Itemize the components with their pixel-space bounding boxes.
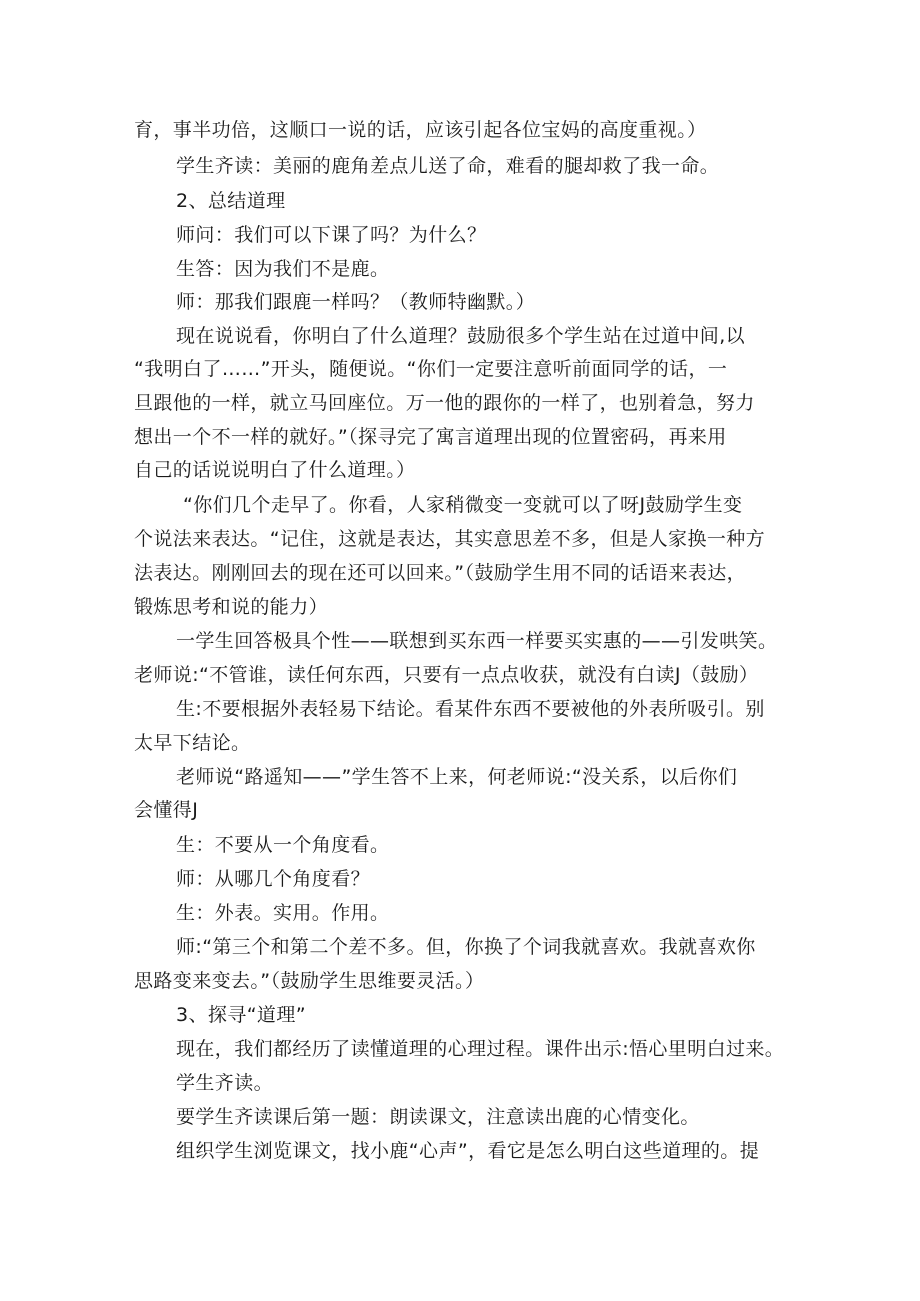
- text-line: 生答：因为我们不是鹿。: [176, 258, 390, 280]
- text-line: 学生齐读。: [176, 1072, 274, 1094]
- text-line: 锻炼思考和说的能力）: [134, 596, 329, 618]
- text-line: 要学生齐读课后第一题：朗读课文，注意读出鹿的心情变化。: [176, 1106, 700, 1128]
- text-line: “你们几个走早了。你看，人家稍微变一变就可以了呀J鼓励学生变: [183, 494, 743, 516]
- text-line: 想出一个不一样的就好。”（探寻完了寓言道理出现的位置密码，再来用: [134, 426, 727, 448]
- section-heading: 3、探寻“道理”: [176, 1004, 306, 1026]
- text-line: “我明白了……”开头，随便说。“你们一定要注意听前面同学的话，一: [134, 358, 728, 380]
- text-line: 现在说说看，你明白了什么道理？鼓励很多个学生站在过道中间,以: [176, 325, 746, 347]
- text-line: 老师说:“不管谁，读任何东西，只要有一点点收获，就没有白读J（鼓励）: [134, 664, 759, 686]
- text-line: 老师说“路遥知——”学生答不上来，何老师说:“没关系，以后你们: [176, 766, 738, 788]
- text-line: 旦跟他的一样，就立马回座位。万一他的跟你的一样了，也别着急，努力: [134, 392, 755, 414]
- text-line: 师：从哪几个角度看？: [176, 868, 371, 890]
- text-line: 学生齐读：美丽的鹿角差点儿送了命，难看的腿却救了我一命。: [176, 155, 720, 177]
- text-line: 法表达。刚刚回去的现在还可以回来。”（鼓励学生用不同的话语来表达，: [134, 562, 747, 584]
- text-line: 思路变来变去。”（鼓励学生思维要灵活。）: [134, 970, 485, 992]
- text-line: 个说法来表达。“记住，这就是表达，其实意思差不多，但是人家换一种方: [134, 528, 766, 550]
- text-line: 生：不要从一个角度看。: [176, 834, 390, 856]
- text-line: 生：外表。实用。作用。: [176, 902, 390, 924]
- text-line: 一学生回答极具个性——联想到买东西一样要买实惠的——引发哄笑。: [176, 630, 778, 652]
- text-line: 生:不要根据外表轻易下结论。看某件东西不要被他的外表所吸引。别: [176, 698, 765, 720]
- text-line: 育，事半功倍，这顺口一说的话，应该引起各位宝妈的高度重视。）: [134, 119, 707, 141]
- text-line: 师：那我们跟鹿一样吗？（教师特幽默。）: [176, 291, 536, 313]
- text-line: 自己的话说说明白了什么道理。）: [134, 459, 416, 481]
- section-heading: 2、总结道理: [176, 190, 286, 212]
- text-line: 师:“第三个和第二个差不多。但，你换了个词我就喜欢。我就喜欢你: [176, 936, 756, 958]
- text-line: 组织学生浏览课文，找小鹿“心声”，看它是怎么明白这些道理的。提: [176, 1140, 760, 1162]
- text-line: 师问：我们可以下课了吗？为什么？: [176, 224, 487, 246]
- text-line: 会懂得J: [134, 799, 199, 821]
- text-line: 太早下结论。: [134, 732, 251, 754]
- text-line: 现在，我们都经历了读懂道理的心理过程。课件出示:悟心里明白过来。: [176, 1038, 785, 1060]
